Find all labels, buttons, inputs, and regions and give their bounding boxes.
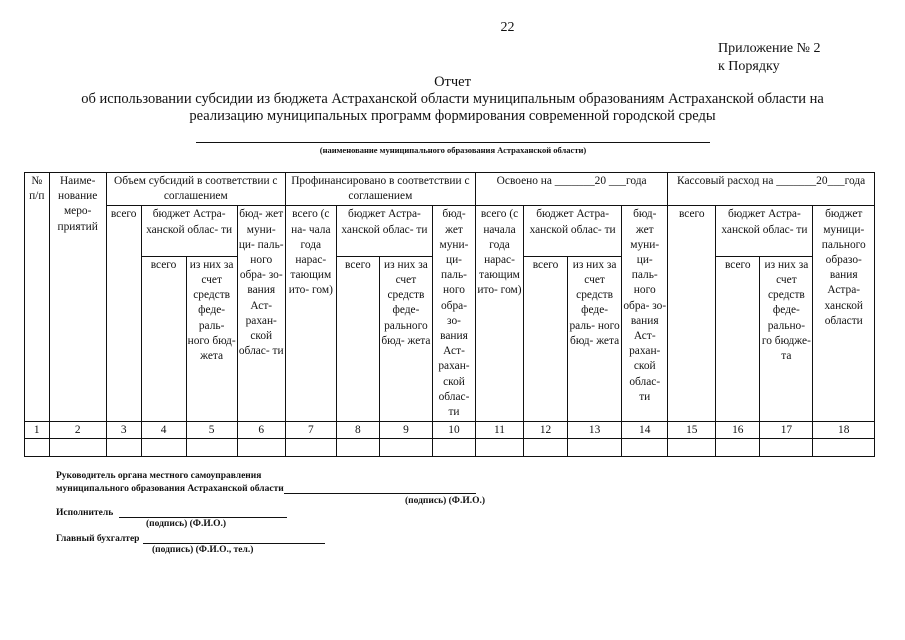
title-line1: Отчет	[434, 74, 471, 90]
accountant-row	[56, 533, 325, 544]
header-total-2: всего (с на- чала года нарас- тающим ито- гом)	[285, 206, 336, 422]
table-cell[interactable]	[716, 439, 760, 457]
col-number: 17	[760, 422, 813, 439]
col-number: 9	[379, 422, 432, 439]
executor-sub: (подпись) (Ф.И.О.)	[146, 519, 227, 529]
appendix-note	[718, 40, 821, 76]
table-cell[interactable]	[186, 439, 237, 457]
table-row	[25, 439, 875, 457]
col-number: 16	[716, 422, 760, 439]
page-number: 22	[500, 20, 515, 35]
document-title	[0, 74, 905, 125]
executor-label: Исполнитель	[56, 508, 114, 518]
header-total-1: всего	[106, 206, 141, 422]
table-cell[interactable]	[49, 439, 106, 457]
header-sub-total-3: всего	[524, 256, 568, 421]
header-budget-region-1: бюджет Астра- ханской облас- ти	[141, 206, 237, 256]
head-signature-label-2	[56, 483, 476, 494]
header-budget-region-3: бюджет Астра- ханской облас- ти	[524, 206, 622, 256]
title-line2: об использовании субсидии из бюджета Астраханской области муниципальным образованиям Астраханской области на	[81, 91, 824, 107]
header-name: Наиме- нование меро- приятий	[49, 173, 106, 422]
table-cell[interactable]	[433, 439, 476, 457]
table-cell[interactable]	[524, 439, 568, 457]
table-cell[interactable]	[141, 439, 186, 457]
report-table	[24, 172, 875, 457]
accountant-sub: (подпись) (Ф.И.О., тел.)	[152, 545, 254, 555]
appendix-line2: к Порядку	[718, 59, 780, 74]
table-cell[interactable]	[475, 439, 523, 457]
municipality-field[interactable]	[196, 142, 710, 143]
header-total-4: всего	[668, 206, 716, 422]
header-sub-federal-4: из них за счет средств феде- рально- го бюдже- та	[760, 256, 813, 421]
col-number: 3	[106, 422, 141, 439]
table-cell[interactable]	[285, 439, 336, 457]
table-cell[interactable]	[336, 439, 379, 457]
header-row-sub	[25, 206, 875, 256]
appendix-line1: Приложение № 2	[718, 41, 821, 56]
col-number: 6	[237, 422, 285, 439]
title-line3: реализацию муниципальных программ формирования современной городской среды	[189, 108, 716, 124]
header-budget-region-2: бюджет Астра- ханской облас- ти	[336, 206, 432, 256]
col-number: 5	[186, 422, 237, 439]
col-number: 15	[668, 422, 716, 439]
header-group-mastered: Освоено на _______20 ___года	[475, 173, 667, 206]
executor-signature-field[interactable]	[119, 507, 287, 518]
accountant-label: Главный бухгалтер	[56, 534, 140, 544]
table-cell[interactable]	[568, 439, 622, 457]
col-number: 8	[336, 422, 379, 439]
col-number: 13	[568, 422, 622, 439]
col-number: 18	[813, 422, 875, 439]
table-cell[interactable]	[25, 439, 50, 457]
header-group-cash: Кассовый расход на _______20___года	[668, 173, 875, 206]
accountant-signature-field[interactable]	[143, 533, 325, 544]
col-number: 11	[475, 422, 523, 439]
municipality-label: (наименование муниципального образования Астраханской области)	[319, 145, 587, 155]
col-number: 12	[524, 422, 568, 439]
header-sub-total-4: всего	[716, 256, 760, 421]
head-signature-sub: (подпись) (Ф.И.О.)	[405, 496, 486, 506]
table-cell[interactable]	[668, 439, 716, 457]
column-number-row	[25, 422, 875, 439]
head-signature-text: муниципального образования Астраханской области	[56, 484, 284, 494]
header-sub-total-2: всего	[336, 256, 379, 421]
col-number: 1	[25, 422, 50, 439]
executor-row	[56, 507, 287, 518]
header-sub-federal-3: из них за счет средств феде- раль- ного бюд- жета	[568, 256, 622, 421]
table-cell[interactable]	[106, 439, 141, 457]
col-number: 14	[622, 422, 668, 439]
header-row-groups	[25, 173, 875, 206]
head-signature-label-1: Руководитель органа местного самоуправления	[56, 471, 262, 481]
col-number: 2	[49, 422, 106, 439]
col-number: 10	[433, 422, 476, 439]
header-budget-muni-2: бюд- жет муни- ци- паль- ного обра- зо- вания Аст- рахан- ской облас- ти	[433, 206, 476, 422]
col-number: 7	[285, 422, 336, 439]
header-budget-muni-3: бюд- жет муни- ци- паль- ного обра- зо- вания Аст- рахан- ской облас- ти	[622, 206, 668, 422]
header-sub-federal-1: из них за счет средств феде- раль- ного бюд- жета	[186, 256, 237, 421]
header-budget-muni-1: бюд- жет муни- ци- паль- ного обра- зо- вания Аст- рахан- ской облас- ти	[237, 206, 285, 422]
table-cell[interactable]	[813, 439, 875, 457]
header-total-3: всего (с начала года нарас- тающим ито- гом)	[475, 206, 523, 422]
header-num: № п/п	[25, 173, 50, 422]
table-cell[interactable]	[379, 439, 432, 457]
header-sub-total-1: всего	[141, 256, 186, 421]
table-cell[interactable]	[760, 439, 813, 457]
header-budget-muni-4: бюджет муници- пального образо- вания Астра- ханской области	[813, 206, 875, 422]
header-sub-federal-2: из них за счет средств феде- рального бюд- жета	[379, 256, 432, 421]
head-signature-field[interactable]	[284, 483, 476, 494]
header-group-financed: Профинансировано в соответствии с соглашением	[285, 173, 475, 206]
table-cell[interactable]	[237, 439, 285, 457]
header-budget-region-4: бюджет Астра- ханской облас- ти	[716, 206, 813, 256]
table-cell[interactable]	[622, 439, 668, 457]
header-group-subsidy: Объем субсидий в соответствии с соглашением	[106, 173, 285, 206]
col-number: 4	[141, 422, 186, 439]
